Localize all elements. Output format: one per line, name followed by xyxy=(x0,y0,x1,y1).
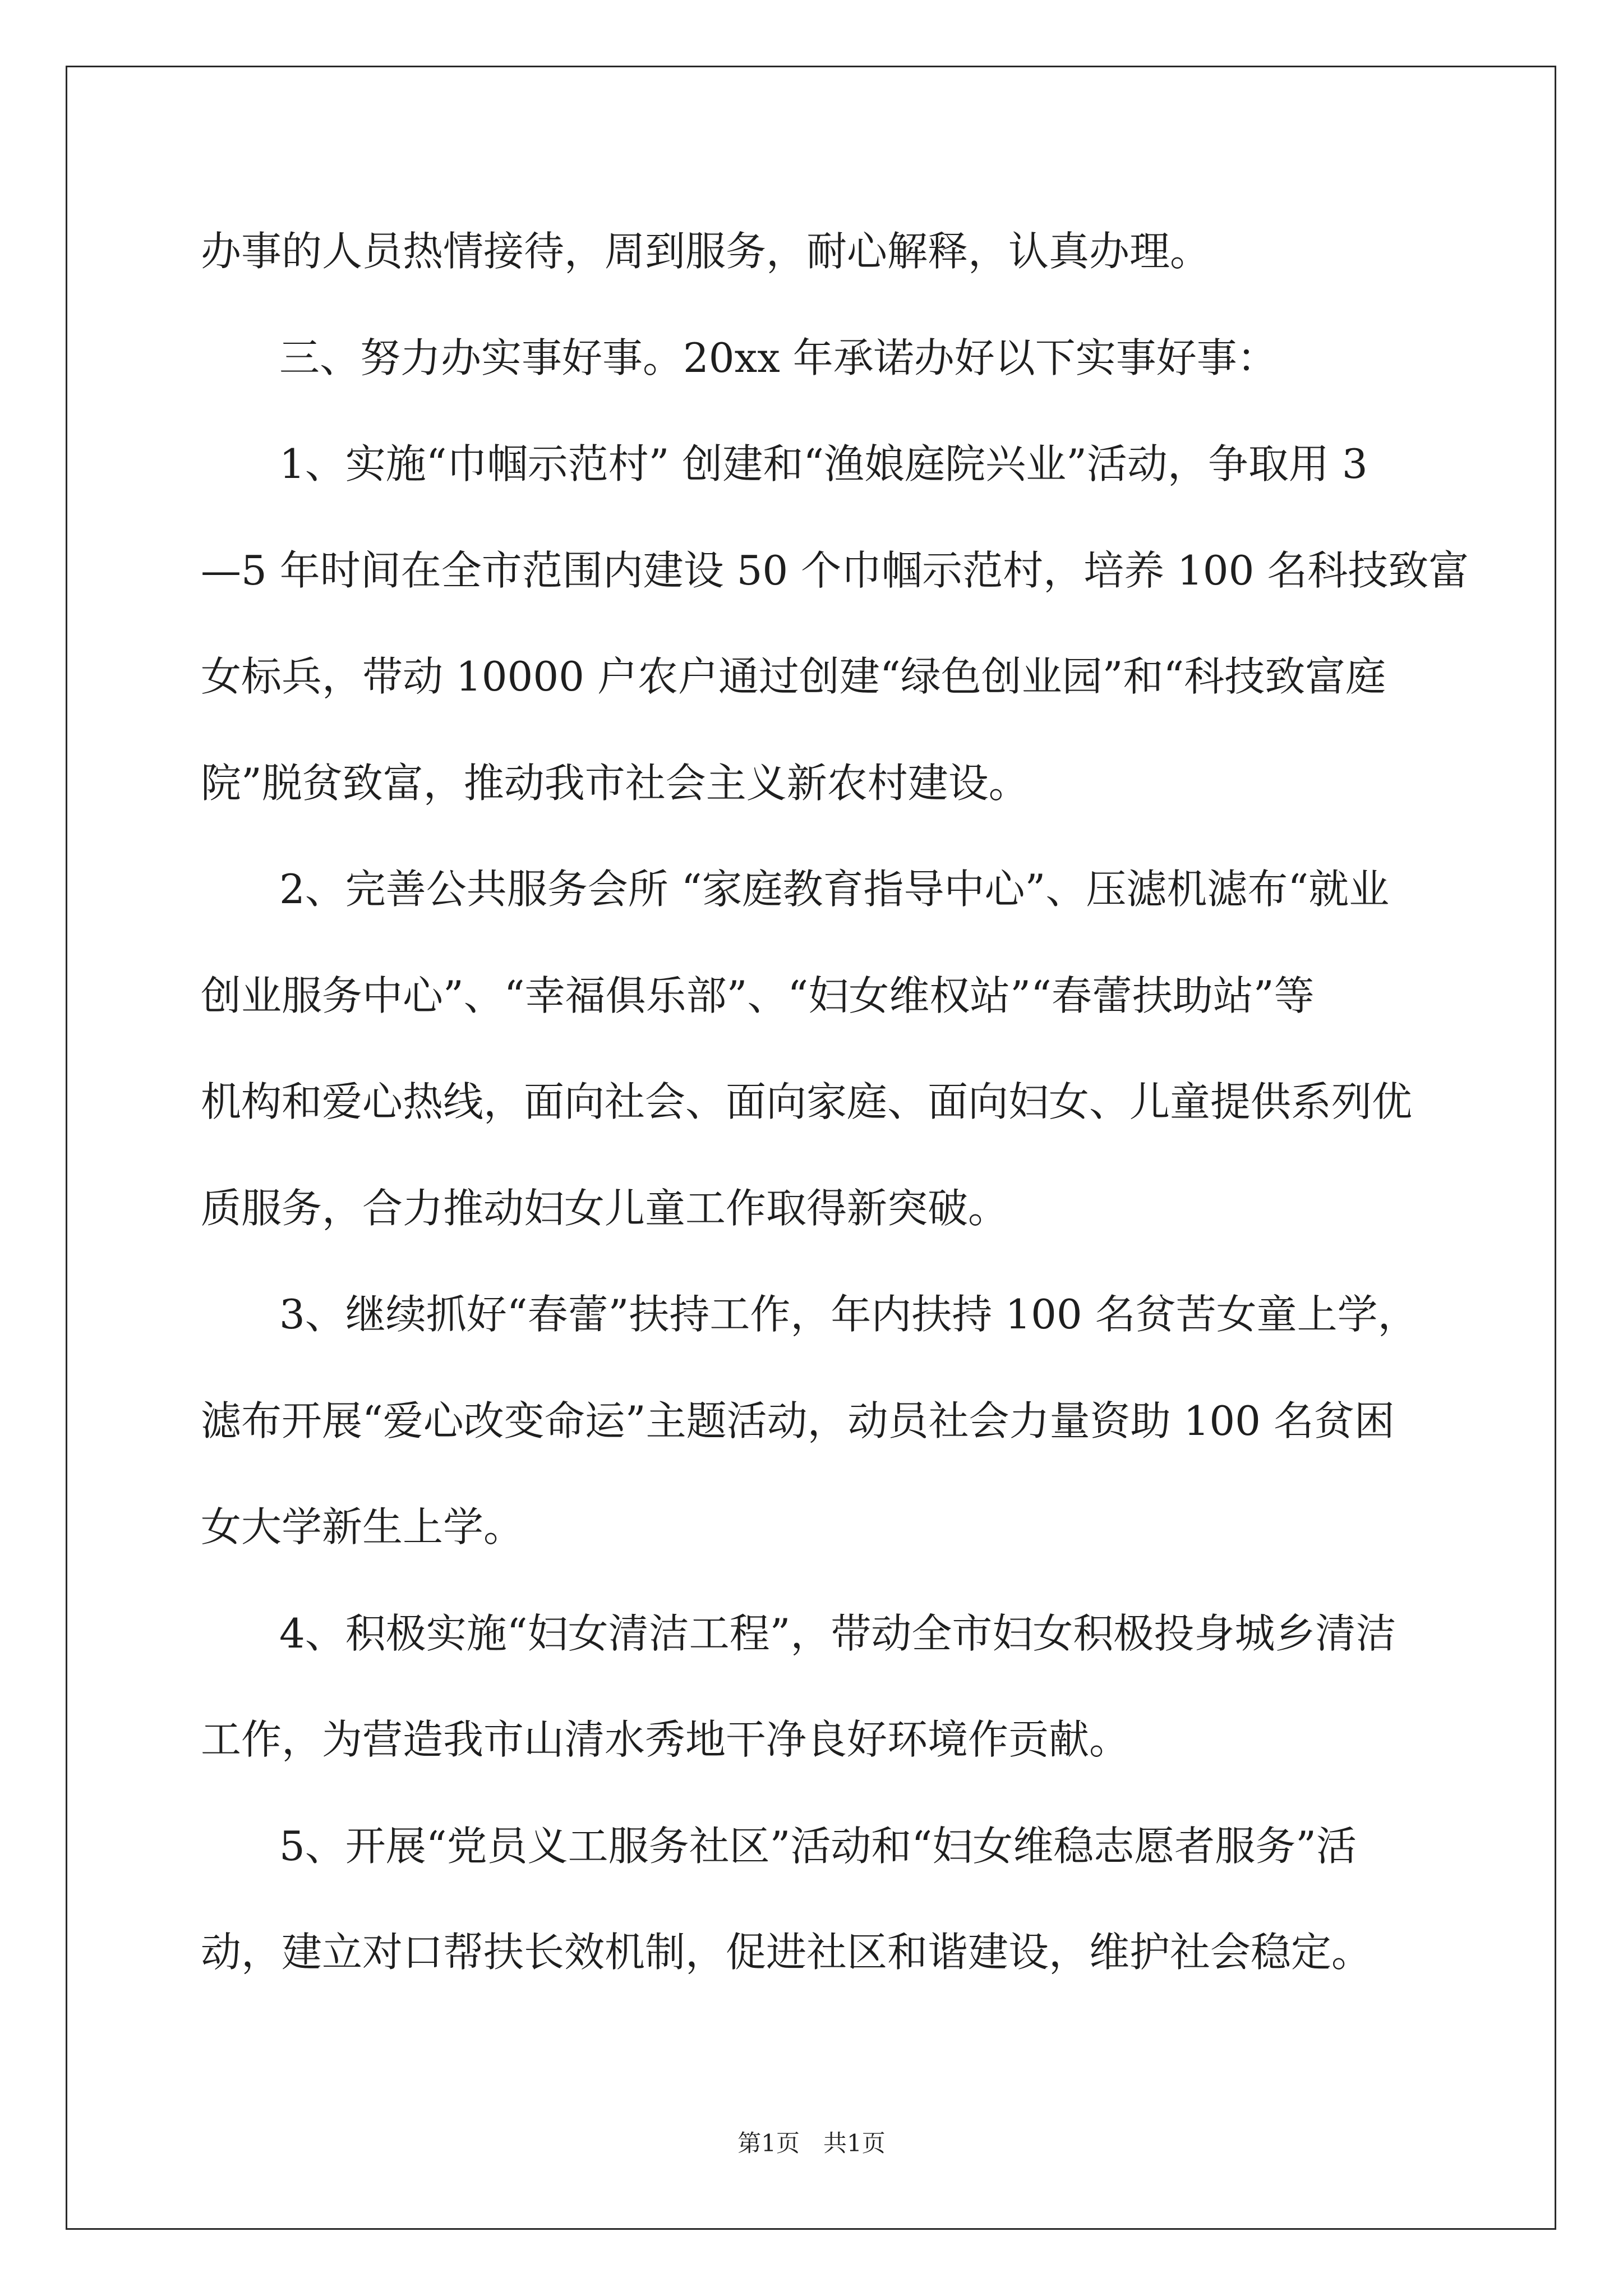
continuation-line: 办事的人员热情接待，周到服务，耐心解释，认真办理。 xyxy=(201,228,1211,275)
paragraph-line: —5 年时间在全市范围内建设 50 个巾帼示范村，培养 100 名科技致富 xyxy=(201,546,1469,594)
paragraph-item-2 xyxy=(201,836,1491,1262)
paragraph-line: 4、积极实施“妇女清洁工程”，带动全市妇女积极投身城乡清洁 xyxy=(279,1609,1396,1657)
document-body xyxy=(201,199,1491,2006)
paragraph-line: 女大学新生上学。 xyxy=(201,1503,524,1550)
paragraph-line: 滤布开展“爱心改变命运”主题活动，动员社会力量资助 100 名贫困 xyxy=(201,1397,1395,1444)
page-number-footer: 第1页 共1页 xyxy=(737,2129,886,2157)
paragraph-line: 院”脱贫致富，推动我市社会主义新农村建设。 xyxy=(201,759,1029,807)
paragraph-line: 创业服务中心”、“幸福俱乐部”、“妇女维权站”“春蕾扶助站”等 xyxy=(201,972,1315,1019)
paragraph-line: 女标兵，带动 10000 户农户通过创建“绿色创业园”和“科技致富庭 xyxy=(201,653,1386,700)
paragraph-item-3 xyxy=(201,1262,1491,1581)
paragraph-line: 3、继续抓好“春蕾”扶持工作，年内扶持 100 名贫苦女童上学， xyxy=(279,1291,1418,1338)
paragraph-line: 动，建立对口帮扶长效机制，促进社区和谐建设，维护社会稳定。 xyxy=(201,1929,1372,1976)
paragraph-section-three xyxy=(201,305,1491,412)
paragraph-line: 工作，为营造我市山清水秀地干净良好环境作贡献。 xyxy=(201,1716,1130,1763)
paragraph-line: 三、努力办实事好事。20xx 年承诺办好以下实事好事： xyxy=(279,334,1278,381)
paragraph-line: 2、完善公共服务会所 “家庭教育指导中心”、压滤机滤布“就业 xyxy=(279,866,1390,913)
paragraph-line: 5、开展“党员义工服务社区”活动和“妇女维稳志愿者服务”活 xyxy=(279,1822,1357,1870)
paragraph-line: 1、实施“巾帼示范村” 创建和“渔娘庭院兴业”活动，争取用 3 xyxy=(279,440,1368,487)
paragraph-line: 质服务，合力推动妇女儿童工作取得新突破。 xyxy=(201,1184,1009,1232)
paragraph-item-1 xyxy=(201,411,1491,836)
paragraph-item-5 xyxy=(201,1793,1491,2006)
paragraph-line: 机构和爱心热线，面向社会、面向家庭、面向妇女、儿童提供系列优 xyxy=(201,1078,1413,1125)
paragraph-item-4 xyxy=(201,1581,1491,1793)
